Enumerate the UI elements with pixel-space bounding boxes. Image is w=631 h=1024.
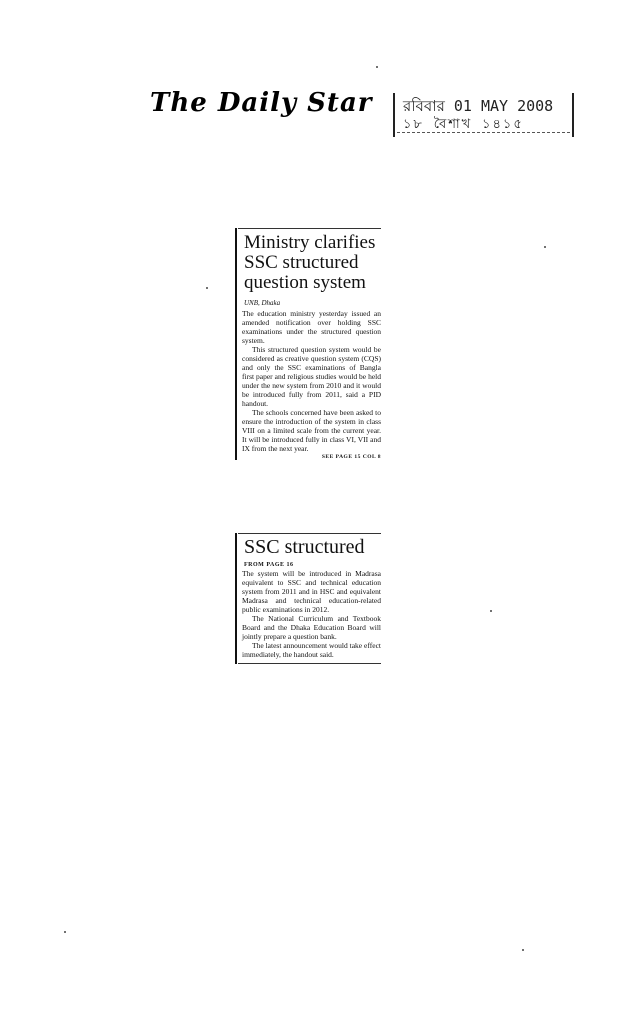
article-paragraph: The National Curriculum and Textbook Board and the Dhaka Education Board will jointly prepare a question bank. [242,614,381,641]
article-byline: UNB, Dhaka [244,299,281,307]
continued-from-label: FROM PAGE 16 [244,562,294,568]
scan-speck [522,949,524,951]
clipping-bottom-rule [238,663,381,664]
clipping-left-border [235,533,237,664]
continued-on-label: SEE PAGE 15 COL 8 [321,454,381,460]
newspaper-masthead: The Daily Star [150,88,373,118]
scan-speck [490,610,492,612]
scan-speck [544,246,546,248]
article-paragraph: The system will be introduced in Madrasa equivalent to SSC and technical education system from 2011 and in HSC and equivalent Madrasa and technical education-related public examinations in 2012. [242,569,381,614]
article-headline: Ministry clarifies SSC structured question system [244,232,376,293]
clipping-top-rule [238,228,381,229]
article-paragraph: This structured question system would be considered as creative question system (CQS) and only the SSC examinations of Bangla first paper and religious studies would be held under the new system from 2010 and it would be introduced fully from 2011, said a PID handout. [242,345,381,408]
scan-speck [64,931,66,933]
continuation-body [242,569,381,659]
date-stamp-underline [397,132,570,133]
scan-speck [206,287,208,289]
clipping-top-rule [238,533,381,534]
article-clipping-main [238,228,381,460]
article-paragraph: The latest announcement would take effect immediately, the handout said. [242,641,381,659]
continuation-headline: SSC structured [244,536,365,558]
scan-speck [376,66,378,68]
article-paragraph: The schools concerned have been asked to ensure the introduction of the system in class VIII on a limited scale from the current year. It will be introduced fully in class VI, VII and IX from the next year. [242,408,381,453]
date-stamp [393,93,574,137]
article-paragraph: The education ministry yesterday issued an amended notification over holding SSC examinations under the structured question system. [242,309,381,345]
clipping-left-border [235,228,237,460]
article-clipping-continuation [238,533,381,664]
date-stamp-line-2: ১৮ বৈশাখ ১৪১৫ [403,117,524,132]
date-stamp-line-1: রবিবার 01 MAY 2008 [403,97,554,115]
article-body [242,309,381,453]
